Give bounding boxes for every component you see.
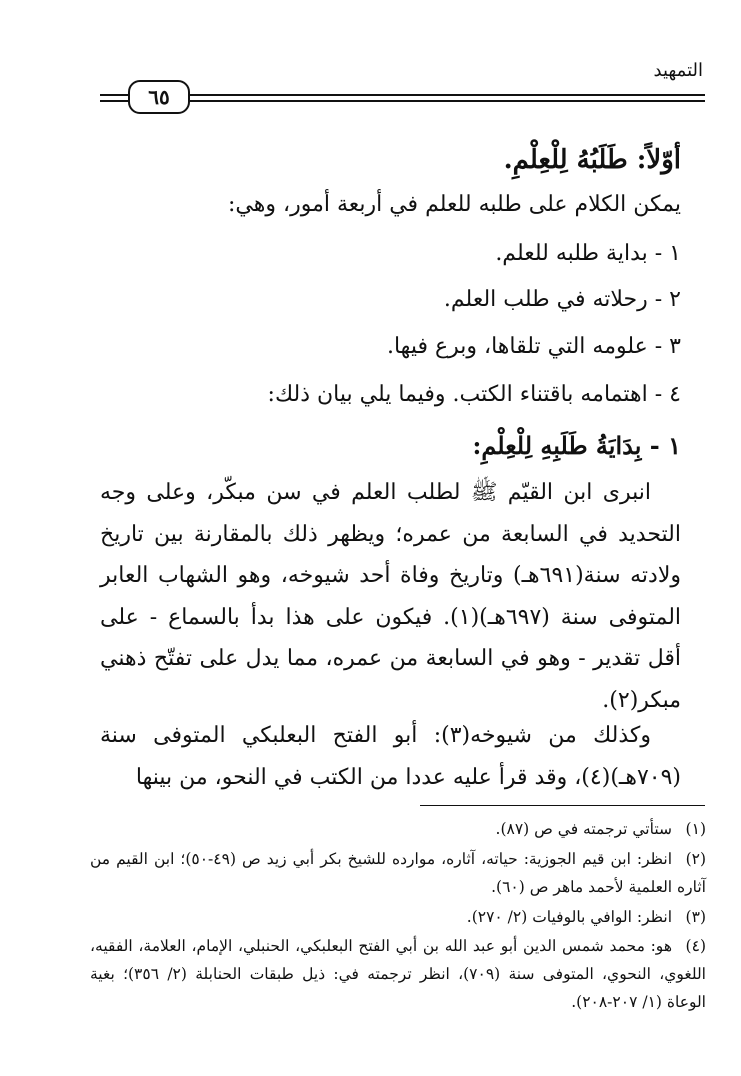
list-item: ٤ - اهتمامه باقتناء الكتب. وفيما يلي بيان ذلك: <box>267 382 681 407</box>
header-rule <box>190 100 705 102</box>
footnote-separator <box>420 805 705 806</box>
footnote-text: هو: محمد شمس الدين أبو عبد الله بن أبي الفتح البعلبكي، الحنبلي، الإمام، العلامة، الفقيه، اللغوي، النحوي، المتوفى سنة (٧٠٩)، انظر ترجمته في: ذيل طبقات الحنابلة (٢/ ٣٥٦)؛ بغية الوعاة (١/ ٢٠٧-٢٠٨). <box>90 937 706 1011</box>
header-rule <box>100 100 130 102</box>
sub-heading: ١ - بِدَايَةُ طَلَبِهِ لِلْعِلْمِ: <box>472 431 681 460</box>
paragraph-1: انبرى ابن القيّم ﷺ لطلب العلم في سن مبكّر، وعلى وجه التحديد في السابعة من عمره؛ ويظهر ذلك بالمقارنة بين تاريخ ولادته سنة(٦٩١هـ) وتاريخ وفاة أحد شيوخه، وهو الشهاب العابر المتوفى سنة (٦٩٧هـ)(١). فيكون على هذا بدأ بالسماع - على أقل تقدير - وهو في السابعة من عمره، مما يدل على تفتّح ذهني مبكر(٢). <box>100 480 682 713</box>
footnote-text: انظر: ابن قيم الجوزية: حياته، آثاره، موارده للشيخ بكر أبي زيد ص (٤٩-٥٠)؛ ابن القيم من آثاره العلمية لأحمد ماهر ص (٦٠). <box>90 850 706 896</box>
header-rule <box>190 94 705 96</box>
paragraph-2: وكذلك من شيوخه(٣): أبو الفتح البعلبكي المتوفى سنة (٧٠٩هـ)(٤)، وقد قرأ عليه عددا من الكتب في النحو، من بينها <box>100 723 681 790</box>
footnote-2 <box>90 845 706 901</box>
footnote-3 <box>90 903 706 931</box>
intro-line: يمكن الكلام على طلبه للعلم في أربعة أمور، وهي: <box>228 192 681 217</box>
footnote-number: (١) <box>685 820 706 838</box>
footnote-text: انظر: الوافي بالوفيات (٢/ ٢٧٠). <box>466 908 672 926</box>
footnote-4 <box>90 932 706 1016</box>
footnote-number: (٣) <box>685 908 706 926</box>
running-title: التمهيد <box>653 60 703 81</box>
footnote-1 <box>90 815 706 843</box>
list-item: ٣ - علومه التي تلقاها، وبرع فيها. <box>386 334 681 359</box>
section-heading: أوّلاً: طَلَبُهُ لِلْعِلْمِ. <box>503 145 681 175</box>
list-item: ١ - بداية طلبه للعلم. <box>495 241 681 266</box>
page-number: ٦٥ <box>128 80 190 114</box>
footnote-number: (٤) <box>685 937 706 955</box>
footnote-text: ستأتي ترجمته في ص (٨٧). <box>495 820 672 838</box>
list-item: ٢ - رحلاته في طلب العلم. <box>443 287 681 312</box>
footnote-number: (٢) <box>685 850 707 868</box>
header-rule <box>100 94 130 96</box>
